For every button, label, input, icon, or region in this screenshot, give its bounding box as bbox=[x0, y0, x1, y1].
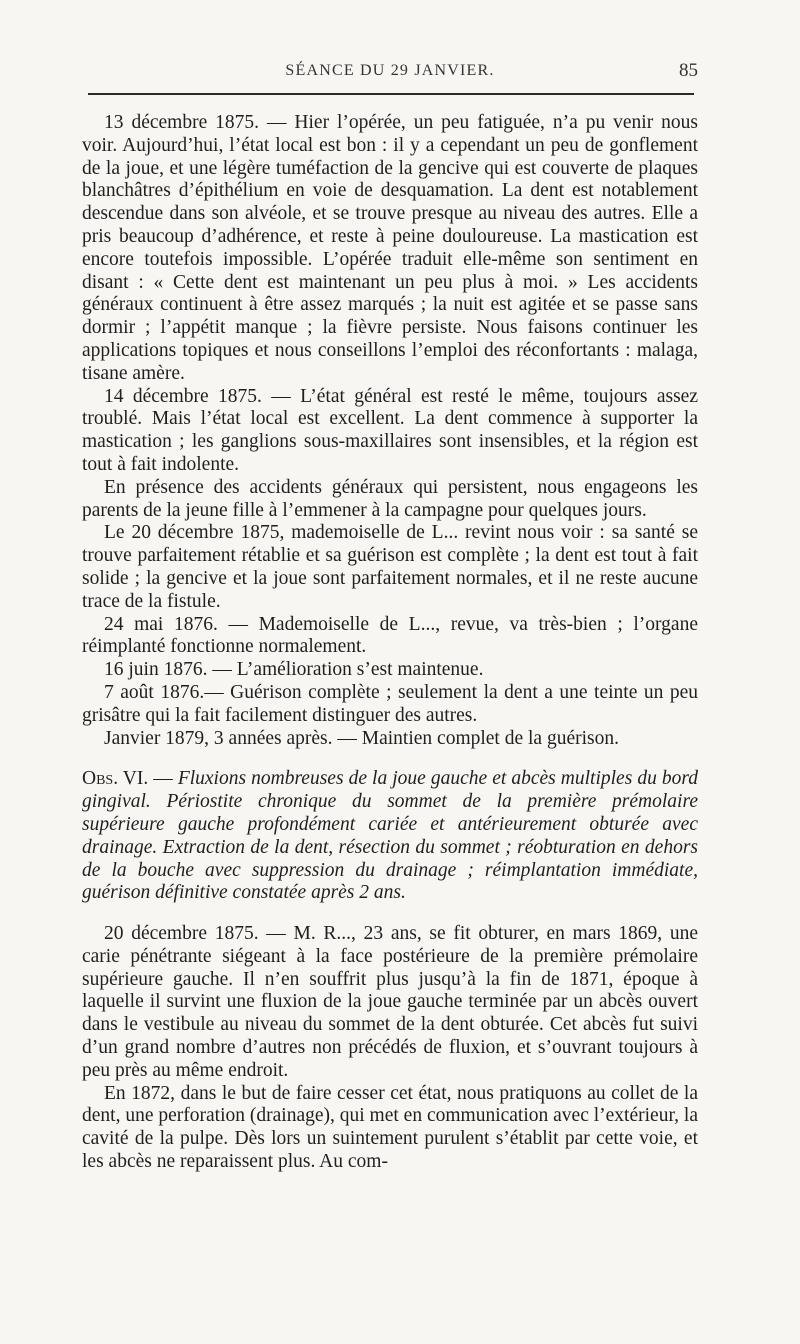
paragraph-16-juin: 16 juin 1876. — L’amélioration s’est maintenue. bbox=[104, 659, 484, 681]
paragraph-14-decembre: 14 décembre 1875. — L’état général est resté le même, toujours assez troublé. Mais l’état local est excellent. La dent commence à supporter la mastication ; les ganglions sous-maxillaires sont insensibles, et la région est tout à fait indolente. bbox=[82, 385, 698, 475]
paragraph-campagne: En présence des accidents généraux qui persistent, nous engageons les parents de la jeune fille à l’emmener à la campagne pour quelques jours. bbox=[82, 476, 698, 521]
observation-dash: — bbox=[148, 768, 178, 790]
paragraph-janvier-1879: Janvier 1879, 3 années après. — Maintien complet de la guérison. bbox=[104, 727, 619, 749]
page-body bbox=[82, 112, 698, 1174]
paragraph-case-history: 20 décembre 1875. — M. R..., 23 ans, se fit obturer, en mars 1869, une carie pénétrante siégeant à la face postérieure de la première prémolaire supérieure gauche. Il n’en souffrit plus jusqu’à la fin de 1871, époque à laquelle il survint une fluxion de la joue gauche terminée par un abcès ouvert dans le vestibule au niveau du sommet de la dent obturée. Cet abcès fut suivi d’un grand nombre d’autres non précédés de fluxion, et s’ouvrant toujours à peu près au même endroit. bbox=[82, 923, 698, 1081]
paragraph-7-aout: 7 août 1876.— Guérison complète ; seulement la dent a une teinte un peu grisâtre qui la fait facilement distinguer des autres. bbox=[82, 681, 698, 726]
running-title: SÉANCE DU 29 JANVIER. bbox=[285, 62, 495, 79]
page-number: 85 bbox=[679, 60, 698, 81]
observation-label: Obs. VI. bbox=[82, 768, 149, 790]
paragraph-1872: En 1872, dans le but de faire cesser cet état, nous pratiquons au collet de la dent, une perforation (drainage), qui met en communication avec l’extérieur, la cavité de la pulpe. Dès lors un suintement purulent s’établit par cette voie, et les abcès ne reparaissent plus. Au com- bbox=[82, 1082, 698, 1173]
paragraph-20-decembre: Le 20 décembre 1875, mademoiselle de L... revint nous voir : sa santé se trouve parfaitement rétablie et sa guérison est complète ; la dent est tout à fait solide ; la gencive et la joue sont parfaitement normales, et il ne reste aucune trace de la fistule. bbox=[82, 522, 698, 612]
paragraph-13-decembre: 13 décembre 1875. — Hier l’opérée, un peu fatiguée, n’a pu venir nous voir. Aujourd’hui, l’état local est bon : il y a cependant un peu de gonflement de la joue, et une légère tuméfaction de la gencive qui est couverte de plaques blanchâtres d’épithélium en voie de desquamation. La dent est notablement descendue dans son alvéole, et se trouve presque au niveau des autres. Elle a pris beaucoup d’adhérence, et reste à peine douloureuse. La mastication est encore toutefois impossible. L’opérée traduit elle-même son sentiment en disant : « Cette dent est maintenant un peu plus à moi. » Les accidents généraux continuent à être assez marqués ; la nuit est agitée et se passe sans dormir ; l’appétit manque ; la fièvre persiste. Nous faisons continuer les applications topiques et nous conseillons l’emploi des réconfortants : malaga, tisane amère. bbox=[82, 112, 698, 384]
observation-title: Fluxions nombreuses de la joue gauche et abcès multiples du bord gingival. Périostite chronique du sommet de la première prémolaire supérieure gauche profondément cariée et antérieurement obturée avec drainage. Extraction de la dent, résection du sommet ; réobturation en dehors de la bouche avec suppression du drainage ; réimplantation immédiate, guérison définitive constatée après 2 ans. bbox=[82, 768, 698, 904]
header-rule bbox=[88, 93, 694, 95]
observation-heading bbox=[82, 768, 698, 905]
paragraph-24-mai: 24 mai 1876. — Mademoiselle de L..., revue, va très-bien ; l’organe réimplanté fonctionne normalement. bbox=[82, 613, 698, 658]
page-header bbox=[82, 58, 698, 88]
